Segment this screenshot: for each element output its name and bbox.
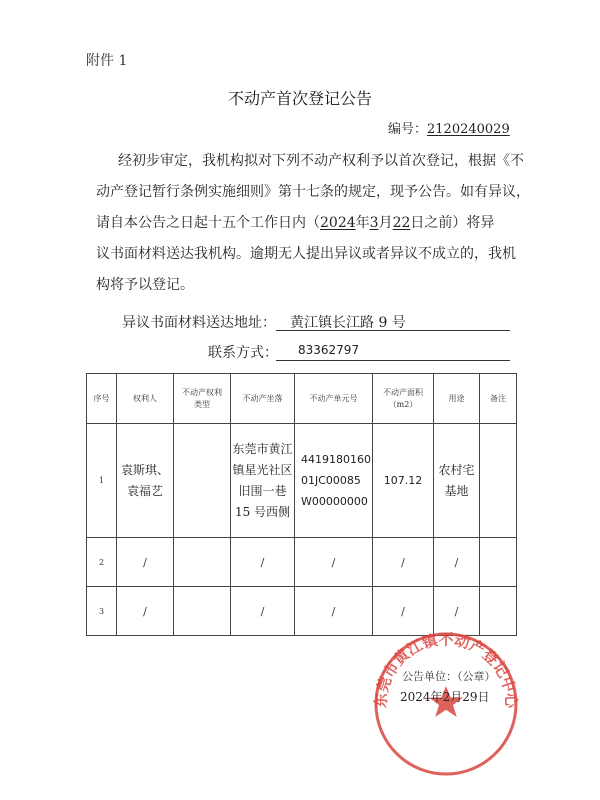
header-unit-no: 不动产单元号 [295, 374, 373, 424]
row-3-holder: / [117, 587, 174, 636]
address-label: 异议书面材料送达地址： [122, 315, 276, 331]
row-3-note [480, 587, 517, 636]
property-table [86, 373, 517, 636]
publish-year: 2024 [400, 690, 431, 704]
row-1-area: 107.12 [373, 424, 434, 538]
body-line-3-a: 请自本公告之日起十五个工作日内（ [96, 215, 320, 231]
body-line-3-d: 日之前）将异 [410, 215, 495, 231]
row-1-location-line-4: 15 号西侧 [234, 504, 291, 519]
row-1-holder [117, 424, 174, 538]
contact-underline [276, 360, 510, 361]
row-2-location: / [231, 538, 295, 587]
row-3-location: / [231, 587, 295, 636]
header-seq: 序号 [87, 374, 117, 424]
row-3-right-type [174, 587, 231, 636]
row-2-use: / [434, 538, 480, 587]
row-1-note [480, 424, 517, 538]
publish-date [400, 688, 490, 705]
row-3-use: / [434, 587, 480, 636]
contact-value: 83362797 [298, 343, 360, 357]
header-holder: 权利人 [117, 374, 174, 424]
row-2-note [480, 538, 517, 587]
deadline-year: 2024 [320, 215, 356, 231]
header-area-line-2: （m2） [388, 399, 418, 409]
row-1-seq: 1 [87, 424, 117, 538]
document-number [388, 118, 510, 137]
row-1-unit-no-line-3: W00000000 [301, 495, 368, 508]
header-area [373, 374, 434, 424]
row-1-location-line-3: 旧围一巷 [238, 483, 287, 498]
header-use: 用途 [434, 374, 480, 424]
body-line-2: 动产登记暂行条例实施细则》第十七条的规定，现予公告。如有异议， [96, 184, 530, 200]
row-1-right-type [174, 424, 231, 538]
row-2-right-type [174, 538, 231, 587]
header-right-type [174, 374, 231, 424]
deadline-month: 3 [369, 215, 379, 231]
row-1-location [231, 424, 295, 538]
notice-title: 不动产首次登记公告 [227, 89, 372, 108]
attachment-label: 附件 1 [86, 53, 128, 69]
publishing-unit: 公告单位：（公章） [402, 670, 496, 683]
table-row [87, 538, 517, 587]
row-1-use-line-1: 农村宅 [438, 462, 475, 477]
row-1-unit-no [295, 424, 373, 538]
seal-text: 东莞市黄江镇不动产登记中心 [372, 630, 520, 709]
row-1-holder-line-2: 袁福艺 [126, 483, 163, 498]
document-number-label: 编号： [388, 122, 428, 137]
publish-day: 29 [462, 690, 478, 704]
publish-day-suffix: 日 [477, 690, 490, 704]
row-2-seq: 2 [87, 538, 117, 587]
body-line-3-b: 年 [355, 215, 370, 231]
row-1-location-line-2: 镇星光社区 [232, 462, 293, 477]
table-row [87, 587, 517, 636]
body-line-4: 议书面材料送达我机构。逾期无人提出异议或者异议不成立的，我机 [96, 246, 516, 262]
header-area-line-1: 不动产面积 [383, 387, 423, 397]
body-line-3 [96, 212, 494, 232]
row-1-unit-no-line-1: 4419180160 [301, 453, 371, 466]
row-3-area: / [373, 587, 434, 636]
document-number-value: 2120240029 [427, 122, 510, 137]
body-line-1: 经初步审定，我机构拟对下列不动产权利予以首次登记，根据《不 [118, 153, 524, 169]
address-underline [276, 330, 510, 331]
header-note: 备注 [480, 374, 517, 424]
row-3-unit-no: / [295, 587, 373, 636]
row-3-seq: 3 [87, 587, 117, 636]
row-1-use-line-2: 基地 [444, 483, 469, 498]
table-row [87, 424, 517, 538]
body-line-3-c: 月 [378, 215, 393, 231]
row-2-area: / [373, 538, 434, 587]
contact-label: 联系方式： [208, 345, 278, 361]
row-1-holder-line-1: 袁斯琪、 [120, 462, 169, 477]
row-1-unit-no-line-2: 01JC00085 [301, 474, 361, 487]
publish-month-suffix: 月 [450, 690, 463, 704]
publish-year-suffix: 年 [430, 690, 443, 704]
publish-month: 2 [442, 690, 451, 704]
body-line-5: 构将予以登记。 [96, 277, 194, 293]
header-location: 不动产坐落 [231, 374, 295, 424]
table-header-row [87, 374, 517, 424]
row-2-unit-no: / [295, 538, 373, 587]
deadline-day: 22 [392, 215, 411, 231]
address-value: 黄江镇长江路 9 号 [290, 315, 406, 331]
header-right-type-line-1: 不动产权利 [182, 387, 222, 397]
row-2-holder: / [117, 538, 174, 587]
row-1-use [434, 424, 480, 538]
header-right-type-line-2: 类型 [194, 399, 210, 409]
row-1-location-line-1: 东莞市黄江 [232, 441, 293, 456]
